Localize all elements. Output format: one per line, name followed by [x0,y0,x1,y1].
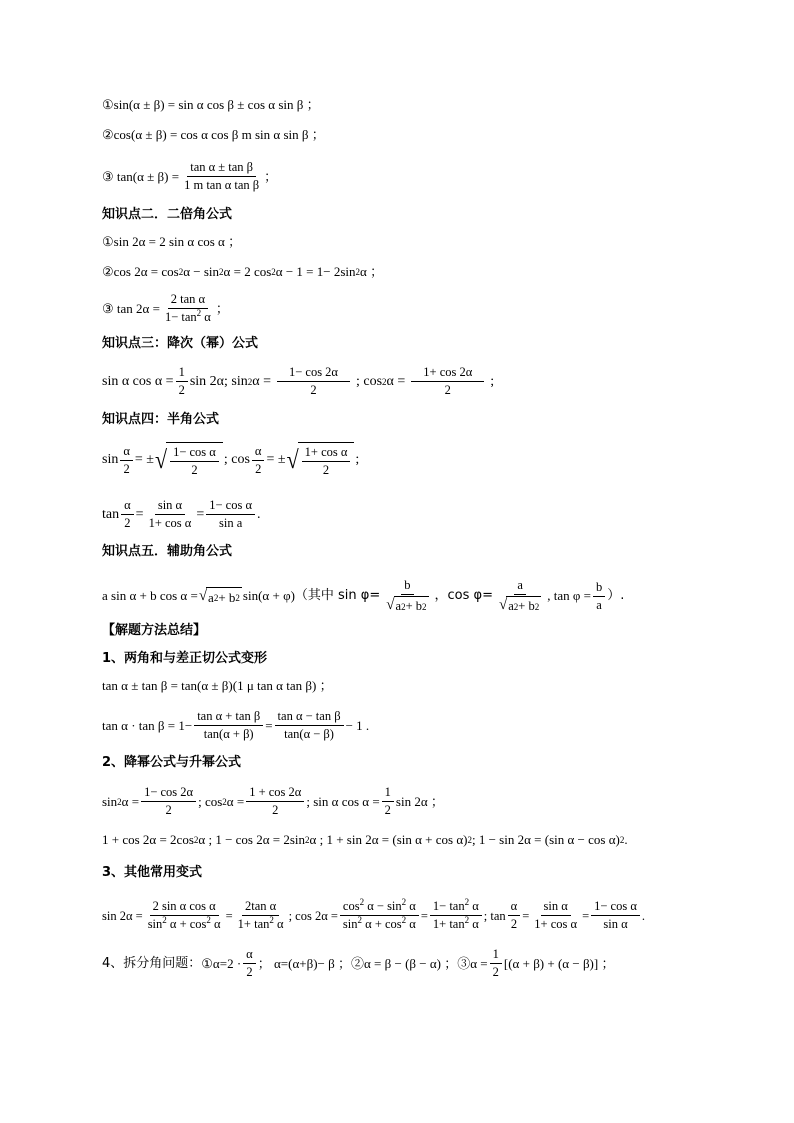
fraction: $\frac{\text{tan α − tan β}}{\tan(\alpha - \beta)}$ [275,709,344,742]
fraction: $\frac{1}{2}$ [382,785,394,818]
fraction: $\frac{\text{2 sin α cos α}}{\sin^2 \alpha + \cos^2 \alpha}$ [147,899,221,931]
formula-half-sin-cos: sin $\frac{\alpha}{2}$ = ± √ $\frac{\text{1− cos α}}{2}$ ; cos $\frac{\alpha}{2}$ = ± √ $\frac{\text{1+ cos α}}{2}$ ; [102,443,360,477]
fraction: $\frac{\alpha}{2}$ [120,444,133,477]
fraction: $\frac{b}{a}$ [593,580,605,613]
fraction: $\frac{1}{2}$ [176,365,188,398]
heading-power-reduction: 知识点三：降次（幂）公式 [102,336,259,351]
fraction: $\frac{\alpha}{2}$ [508,899,521,932]
fraction: a √ a 2 + b 2 [498,578,540,613]
fraction: $\frac{\cos^2 \alpha - \sin^2 \alpha}{\sin^2 \alpha + \cos^2 \alpha}$ [340,899,419,932]
fraction: $\frac{\text{2tan α}}{1+ \tan^2 \alpha}$ [237,899,284,931]
fraction: $\frac{\alpha}{2}$ [121,498,134,531]
formula-sin-sum: ①sin(α ± β) = sin α cos β ± cos α sin β ； [102,97,320,112]
fraction: $\frac{\text{sin α}}{\text{1+ cos α}}$ [534,899,578,931]
formula-tan-transform-2: tan α · tan β = 1− $\frac{\text{tan α + tan β}}{\tan(\alpha + \beta)}$ = $\frac{\text{tan α − tan β}}{\tan(\alpha - \beta)}$ − 1 . [102,709,370,741]
fraction: $\frac{1}{2}$ [490,947,502,980]
fraction: $\frac{\text{2 tan α}}{1- \tan^2 \alpha}$ [164,292,211,324]
fraction: $\frac{\text{1+ cos α}}{2}$ [302,445,351,478]
formula-auxiliary-angle: a sin α + b cos α = √ a 2 + b 2 sin(α + φ) （其中 sin φ= b √ a 2 + b 2 ，cos φ= a √ a 2 + b 2 , tan φ = $\frac{b}{a}$ ）. [102,578,625,613]
formula-double-sin: ①sin 2α = 2 sin α cos α ； [102,234,242,249]
formula-power-reduction: sin α cos α = $\frac{1}{2}$ sin 2α; sin 2 α = $\frac{1- \cos 2\alpha}{2}$ ; cos 2 α = $\frac{1+ \cos 2\alpha}{2}$ ; [102,365,495,397]
fraction: $\frac{\text{1− cos α}}{\text{sin a}}$ [206,498,255,531]
square-root: √ $\frac{\text{1+ cos α}}{2}$ [287,442,355,478]
formula-angle-split: 4、拆分角问题： ①α=2 · $\frac{\alpha}{2}$ ； α=(α+β)− β ；②α = β − (β − α) ；③α = $\frac{1}{2}$ [(α + β) + (α − β)] ； [102,947,615,979]
heading-double-angle: 知识点二．二倍角公式 [102,207,233,222]
fraction: $\frac{1- \cos 2\alpha}{2}$ [277,365,350,398]
heading-methods-summary: 【解题方法总结】 [102,623,207,638]
heading-half-angle: 知识点四：半角公式 [102,412,220,427]
fraction: b √ a 2 + b 2 [386,578,427,613]
formula-double-tan: ③ tan 2α = $\frac{\text{2 tan α}}{1- \tan^2 \alpha}$ ； [102,292,229,324]
square-root: √ $\frac{\text{1− cos α}}{2}$ [155,442,223,478]
heading-auxiliary-angle: 知识点五．辅助角公式 [102,544,233,559]
fraction: $\frac{\text{sin α}}{\text{1+ cos α}}$ [148,498,192,530]
fraction: $\frac{1+ \cos 2\alpha}{2}$ [411,365,484,398]
fraction: $\frac{\text{tan α ± tan β}}{\text{1 m tan α tan β}}$ [184,160,260,192]
formula-cos-sum: ②cos(α ± β) = cos α cos β m sin α sin β ； [102,127,325,142]
formula-tan-transform-1: tan α ± tan β = tan(α ± β)(1 μ tan α tan β) ； [102,678,333,693]
fraction: $\frac{\alpha}{2}$ [243,947,256,980]
fraction: $\frac{\text{1− cos α}}{\text{sin α}}$ [591,899,640,932]
formula-power-lift-2: 1 + cos 2α = 2cos 2 α ; 1 − cos 2α = 2sin 2 α ; 1 + sin 2α = (sin α + cos α) 2 ; 1 − sin 2α = (sin α − cos α) 2 . [102,832,628,847]
formula-power-lift-1: sin 2 α = $\frac{1- \cos 2\alpha}{2}$ ; cos 2 α = $\frac{1 + \cos 2\alpha}{2}$ ; sin α cos α = $\frac{1}{2}$ sin 2α ； [102,785,444,817]
heading-method-1: 1、两角和与差正切公式变形 [102,651,268,666]
fraction: $\frac{\text{tan α + tan β}}{\tan(\alpha + \beta)}$ [194,709,263,742]
fraction: $\frac{\alpha}{2}$ [252,444,265,477]
square-root: √ a 2 + b 2 [198,587,240,605]
formula-common-variants: sin 2α = $\frac{\text{2 sin α cos α}}{\sin^2 \alpha + \cos^2 \alpha}$ = $\frac{\text{2tan α}}{1+ \tan^2 \alpha}$ ; cos 2α = $\frac{\cos^2 \alpha - \sin^2 \alpha}{\sin^2 \alpha + \cos^2 \alpha}$ = $\frac{1- \tan^2 \alpha}{1+ \tan^2 \alpha}$ ; tan $\frac{\alpha}{2}$ = $\frac{\text{sin α}}{\text{1+ cos α}}$ = $\frac{\text{1− cos α}}{\text{sin α}}$ . [102,897,646,931]
heading-method-2: 2、降幂公式与升幂公式 [102,755,242,770]
fraction: $\frac{\text{1− cos α}}{2}$ [170,445,219,478]
formula-half-tan: tan $\frac{\alpha}{2}$ = $\frac{\text{sin α}}{\text{1+ cos α}}$ = $\frac{\text{1− cos α}}{\text{sin a}}$ . [102,498,261,530]
formula-tan-sum: ③ tan(α ± β) = $\frac{\text{tan α ± tan β}}{\text{1 m tan α tan β}}$ ； [102,160,278,192]
formula-double-cos: ②cos 2α = cos 2 α − sin 2 α = 2 cos 2 α − 1 = 1− 2sin 2 α ； [102,264,384,279]
fraction: $\frac{1- \tan^2 \alpha}{1+ \tan^2 \alpha}$ [430,899,482,932]
fraction: $\frac{1 + \cos 2\alpha}{2}$ [246,785,304,818]
heading-method-3: 3、其他常用变式 [102,865,203,880]
fraction: $\frac{1- \cos 2\alpha}{2}$ [141,785,196,818]
